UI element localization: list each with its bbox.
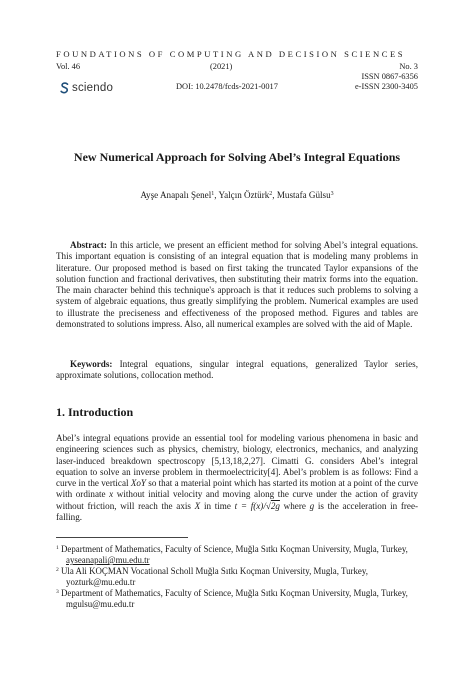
footnote-mark: 1 — [56, 545, 59, 551]
author-separator: , — [272, 190, 277, 200]
author-name: Ayşe Anapalı Şenel — [140, 190, 212, 200]
intro-text: is the acceleration in free-falling. — [56, 500, 419, 523]
footnote-text: Department of Mathematics, Faculty of Science, Muğla Sıtkı Koçman University, Mugla, Turkey, — [61, 544, 408, 554]
intro-text: in time — [203, 500, 231, 511]
intro-text: so that a material point which has started its motion at a point of the curve with ordinate — [56, 478, 418, 500]
footnote-divider — [56, 537, 188, 538]
sqrt-symbol: √ — [265, 500, 271, 511]
abstract-label: Abstract: — [70, 240, 107, 250]
keywords — [56, 359, 418, 382]
introduction-paragraph — [56, 433, 418, 523]
author-affiliation-mark: 3 — [330, 191, 334, 197]
intro-text: without initial velocity and moving along the curve under the action of gravity without friction, will reach the axis — [56, 489, 418, 511]
author-name: Yalçın Öztürk — [218, 190, 270, 200]
math-ordinate: x — [109, 489, 114, 500]
volume: Vol. 46 — [56, 62, 81, 71]
footnote-text: Department of Mathematics, Faculty of Science, Muğla Sıtkı Koçman University, Mugla, Turkey, — [61, 588, 408, 599]
footnote — [56, 566, 418, 588]
journal-name: FOUNDATIONS OF COMPUTING AND DECISION SCIENCES — [56, 49, 406, 59]
footnote-email: mgulsu@mu.edu.tr — [66, 599, 135, 610]
section-heading-introduction: 1. Introduction — [56, 405, 134, 419]
eissn: e-ISSN 2300-3405 — [354, 82, 418, 91]
math-gravity: g — [309, 500, 315, 511]
author-affiliation-mark: 1 — [211, 191, 215, 197]
author-affiliation-mark: 2 — [269, 191, 273, 197]
footnote-mark: 3 — [56, 589, 59, 596]
issue-number: No. 3 — [399, 62, 418, 71]
footnotes — [56, 544, 418, 611]
article-title: New Numerical Approach for Solving Abel’s Integral Equations — [73, 150, 401, 164]
footnote-text: Ula Ali KOÇMAN Vocational Scholl Muğla Sıtkı Koçman University, Mugla, Turkey, — [61, 566, 368, 577]
publisher-logo-text: sciendo — [72, 82, 114, 94]
sciendo-s-logo-icon — [60, 82, 69, 94]
year: (2021) — [210, 62, 233, 71]
intro-text: where — [283, 500, 306, 511]
keywords-label: Keywords: — [70, 359, 113, 369]
footnote-email: yozturk@mu.edu.tr — [66, 577, 136, 588]
author-separator: , — [214, 190, 219, 200]
math-formula — [235, 501, 280, 511]
author-list — [0, 190, 474, 200]
footnote — [56, 544, 418, 566]
issn: ISSN 0867-6356 — [361, 72, 418, 81]
abstract-text: In this article, we present an efficient method for solving Abel’s integral equations. This important equation is consisting of an integral equation that is modeling many problems in literature. Our proposed method is based on first taking the truncated Taylor expansions of the solution function and fractional derivatives, then substituting their matrix forms into the equation. The main character behind this technique's approach is that it reduces such problems to solving a system of algebraic equations, thus greatly simplifying the problem. Numerical examples are used to illustrate the preciseness and effectiveness of the proposed method. Figures and tables are demonstrated to solutions impress. Also, all numerical examples are solved with the aid of Maple. — [56, 240, 419, 330]
abstract — [56, 240, 418, 330]
keywords-text: Integral equations, singular integral equations, generalized Taylor series, approximate solutions, collocation method. — [56, 359, 418, 381]
math-axis: X — [194, 500, 201, 511]
footnote — [56, 588, 418, 610]
doi: DOI: 10.2478/fcds-2021-0017 — [176, 82, 278, 91]
email-link[interactable]: ayseanapali@mu.edu.tr — [66, 555, 150, 566]
math-plane: XoY — [130, 478, 146, 489]
intro-text: Abel’s integral equations provide an essential tool for modeling various phenomena in basic and engineering sciences such as physics, chemistry, biology, electronics, mechanics, and analyzing laser-induced breakdown spectroscopy [5,13,18,2,27]. Cimatti G. considers Abel’s integral equation to solve an inverse problem in thermoelectricity[4]. Abel’s problem is as follows: Find a curve in the vertical — [56, 433, 418, 489]
footnote-mark: 2 — [56, 567, 59, 574]
author-name: Mustafa Gülsu — [276, 190, 331, 200]
formula-root: 2g — [270, 500, 280, 511]
publisher-logo — [60, 82, 113, 94]
formula-lhs: t = f(x)/ — [234, 500, 266, 511]
